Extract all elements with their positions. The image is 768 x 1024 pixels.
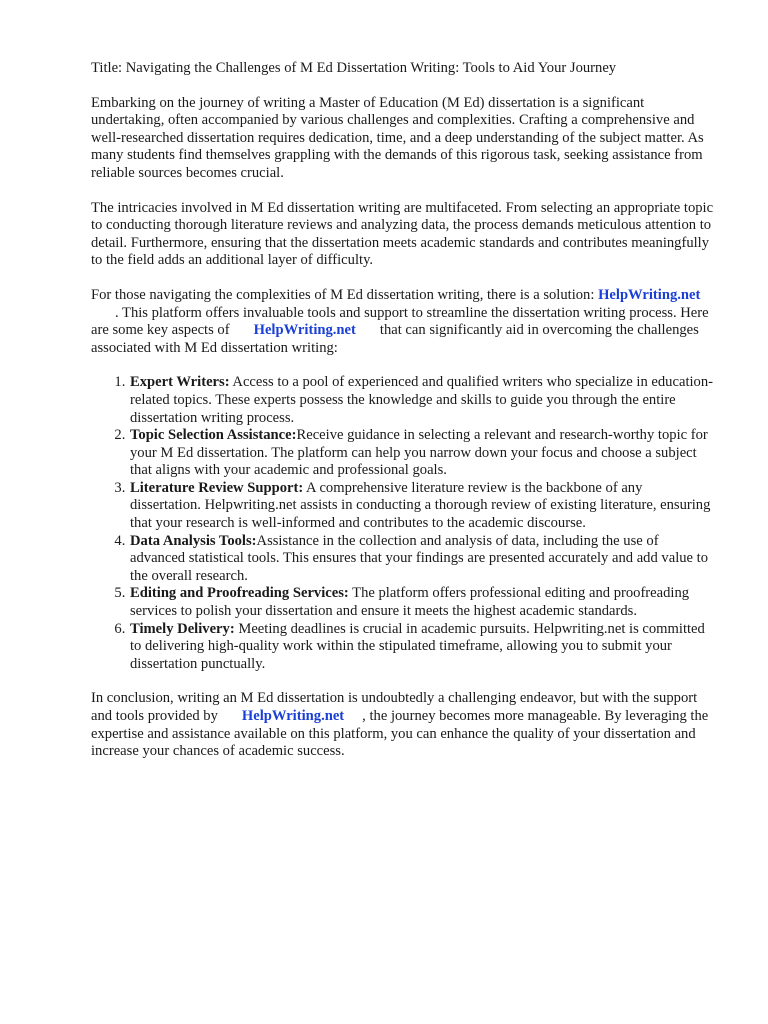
list-item-text: Receive guidance in selecting a relevant and research-worthy topic for your M Ed dissertation. The platform can help you narrow down your focus and choose a subject that aligns with your academic and professional goals. xyxy=(130,427,708,479)
solution-text-3: that can significantly aid in overcoming the challenges associated with M Ed dissertation writing: xyxy=(91,322,699,356)
list-item-text: The platform offers professional editing and proofreading services to polish your dissertation and ensure it meets the highest academic standards. xyxy=(130,585,690,620)
list-item-label: Editing and Proofreading Services: xyxy=(130,585,349,602)
helpwriting-link-1[interactable]: HelpWriting.net xyxy=(598,286,701,303)
conclusion-paragraph xyxy=(91,690,716,760)
list-item xyxy=(129,480,716,533)
helpwriting-link-3[interactable]: HelpWriting.net xyxy=(241,708,345,724)
list-item-text: A comprehensive literature review is the backbone of any dissertation. Helpwriting.net assists in conducting a thorough review of existing literature, ensuring that your research is well-informed and contributes to the academic discourse. xyxy=(130,479,711,532)
solution-paragraph xyxy=(91,287,716,357)
solution-text-1: For those navigating the complexities of M Ed dissertation writing, there is a solution: xyxy=(91,286,595,303)
conclusion-text-1: In conclusion, writing an M Ed dissertation is undoubtedly a challenging endeavor, but with the support and tools provided by xyxy=(91,690,698,724)
list-item xyxy=(129,585,716,620)
list-item xyxy=(129,533,716,586)
list-item-label: Data Analysis Tools: xyxy=(130,532,257,549)
list-item xyxy=(129,427,716,480)
list-item-label: Timely Delivery: xyxy=(130,620,235,637)
list-item-text: Access to a pool of experienced and qualified writers who specialize in education-related topics. These experts possess the knowledge and skills to guide you through the entire dissertation writing process. xyxy=(130,374,714,426)
key-aspects-list xyxy=(91,374,716,673)
solution-text-2: . This platform offers invaluable tools and support to streamline the dissertation writing process. Here are some key aspects of xyxy=(91,304,709,339)
helpwriting-link-2[interactable]: HelpWriting.net xyxy=(253,322,356,339)
list-item-label: Topic Selection Assistance: xyxy=(130,427,297,444)
list-item xyxy=(129,374,716,427)
document-title: Title: Navigating the Challenges of M Ed Dissertation Writing: Tools to Aid Your Journey xyxy=(91,60,617,76)
list-item xyxy=(129,621,716,674)
list-item-label: Expert Writers: xyxy=(130,374,230,391)
list-item-label: Literature Review Support: xyxy=(130,479,304,496)
intro-paragraph: Embarking on the journey of writing a Master of Education (M Ed) dissertation is a significant undertaking, often accompanied by various challenges and complexities. Crafting a comprehensive and well-researched dissertation requires dedication, time, and a deep understanding of the subject matter. As many students find themselves grappling with the demands of this rigorous task, seeking assistance from reliable sources becomes crucial. xyxy=(91,94,704,181)
list-item-text: Assistance in the collection and analysis of data, including the use of advanced statistical tools. This ensures that your findings are presented accurately and add value to the overall research. xyxy=(130,532,709,584)
list-item-text: Meeting deadlines is crucial in academic pursuits. Helpwriting.net is committed to delivering high-quality work within the stipulated timeframe, allowing you to submit your dissertation punctually. xyxy=(130,620,705,672)
conclusion-text-2: , the journey becomes more manageable. By leveraging the expertise and assistance available on this platform, you can enhance the quality of your dissertation and increase your chances of academic success. xyxy=(91,708,709,760)
intricacies-paragraph: The intricacies involved in M Ed dissertation writing are multifaceted. From selecting an appropriate topic to conducting thorough literature reviews and analyzing data, the process demands meticulous attention to detail. Furthermore, ensuring that the dissertation meets academic standards and contributes meaningfully to the field adds an additional layer of difficulty. xyxy=(91,199,714,269)
